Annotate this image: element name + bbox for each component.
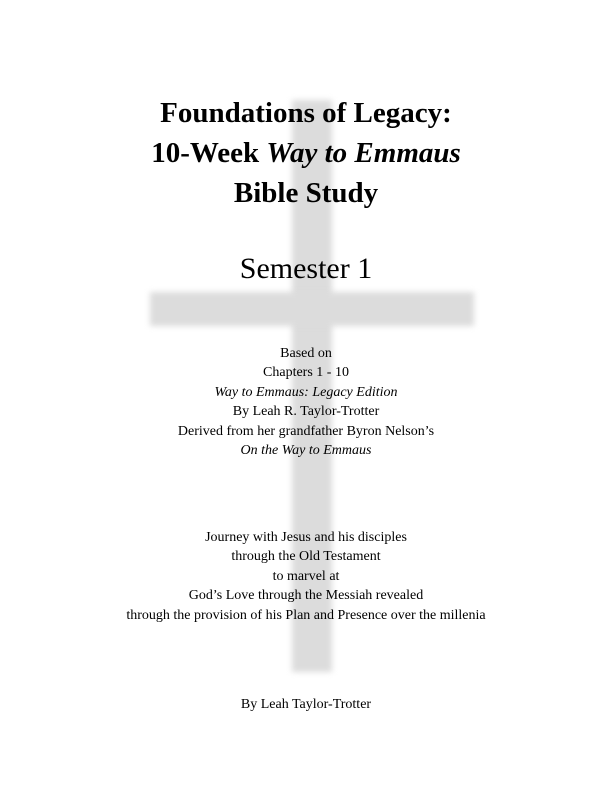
- based-on-line-1: Based on: [280, 346, 332, 361]
- author-byline: By Leah Taylor-Trotter: [240, 697, 372, 712]
- based-on-block: [0, 344, 612, 460]
- title-line-1: Foundations of Legacy:: [160, 97, 452, 129]
- based-on-line-5: Derived from her grandfather Byron Nelson’s: [177, 423, 435, 439]
- journey-line-2: through the Old Testament: [231, 549, 381, 565]
- based-on-line-4: By Leah R. Taylor-Trotter: [232, 404, 380, 420]
- journey-block: [0, 528, 612, 625]
- semester-heading: Semester 1: [239, 252, 373, 285]
- title-line-2: [0, 133, 612, 173]
- based-on-line-2: Chapters 1 - 10: [263, 365, 349, 381]
- journey-line-1: Journey with Jesus and his disciples: [205, 530, 407, 545]
- journey-line-5: through the provision of his Plan and Presence over the millenia: [126, 607, 486, 623]
- cross-horizontal-beam: [150, 292, 474, 326]
- title-line-2-prefix: 10-Week: [151, 137, 267, 169]
- title-line-2-italic: Way to Emmaus: [266, 137, 461, 169]
- based-on-line-3: Way to Emmaus: Legacy Edition: [214, 384, 398, 400]
- journey-line-4: God’s Love through the Messiah revealed: [188, 588, 424, 604]
- title-line-3: Bible Study: [233, 177, 379, 209]
- based-on-line-6: On the Way to Emmaus: [240, 443, 372, 459]
- journey-line-3: to marvel at: [272, 568, 340, 584]
- page-title: [0, 93, 612, 213]
